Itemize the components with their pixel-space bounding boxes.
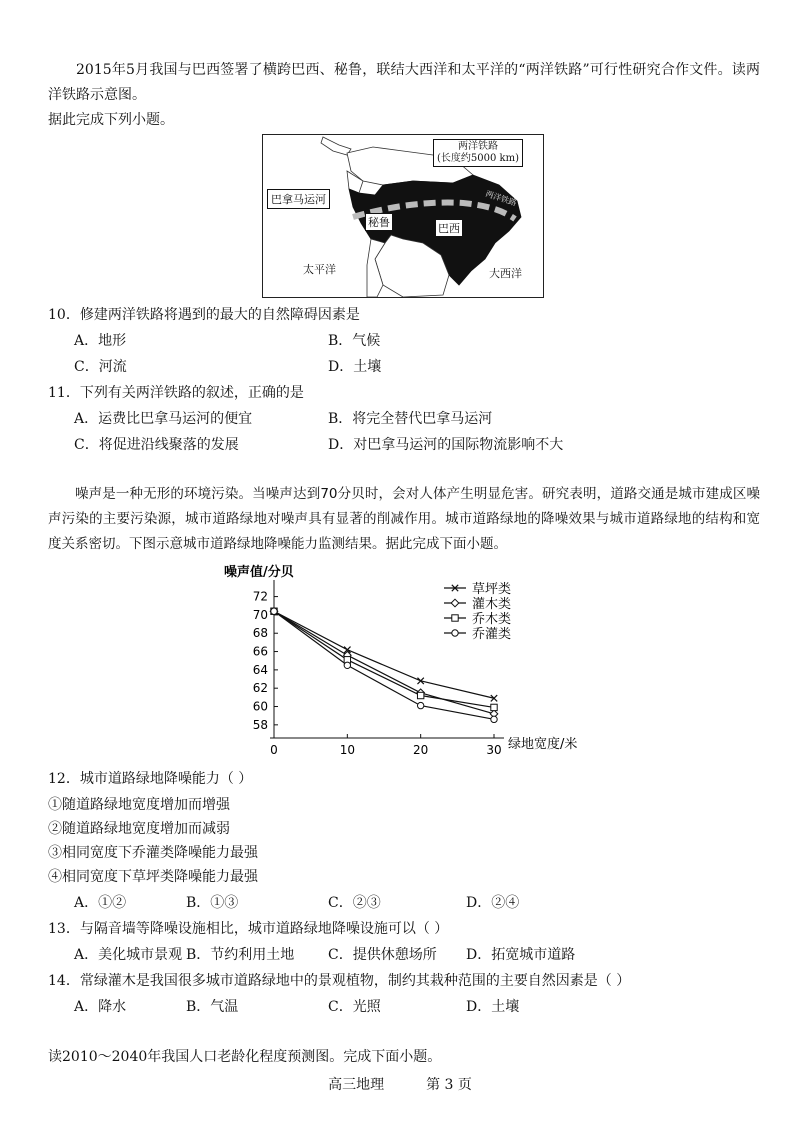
intro-paragraph-1: 2015年5月我国与巴西签署了横跨巴西、秘鲁，联结大西洋和太平洋的“两洋铁路”可行性研究合作文件。读两洋铁路示意图。 [48,62,760,103]
railway-map [262,134,544,298]
q10-option-b: B．气候 [328,333,381,349]
q12-item-3: ③相同宽度下乔灌类降噪能力最强 [48,845,258,861]
q11-option-b: B．将完全替代巴拿马运河 [328,411,493,427]
q13-option-b: B．节约利用土地 [186,947,295,963]
noise-reduction-chart [218,562,618,757]
y-tick-label: 68 [252,626,268,641]
intro-instruction-1: 据此完成下列小题。 [48,112,174,128]
q14-option-d: D．土壤 [466,999,520,1015]
q14-option-a: A．降水 [74,999,127,1015]
y-tick-label: 64 [252,662,268,677]
q13-option-a: A．美化城市景观 [74,947,183,963]
y-tick-label: 70 [252,607,268,622]
q10-option-d: D．土壤 [328,359,382,375]
data-point-乔灌类 [417,702,423,708]
x-tick-label: 20 [413,743,429,757]
legend-label-乔木类: 乔木类 [472,612,512,627]
question-10-stem: 10．修建两洋铁路将遇到的最大的自然障碍因素是 [48,307,360,323]
q10-option-a: A．地形 [74,333,127,349]
legend-label-灌木类: 灌木类 [472,597,512,612]
y-tick-label: 62 [252,681,268,696]
pacific-ocean-label: 太平洋 [303,263,336,276]
q13-option-d: D．拓宽城市道路 [466,947,576,963]
q12-option-c: C．②③ [328,895,381,911]
data-point-乔灌类 [271,608,277,614]
x-axis-title: 绿地宽度/米 [508,737,578,752]
data-point-乔木类 [417,692,423,698]
question-11-stem: 11．下列有关两洋铁路的叙述，正确的是 [48,385,304,401]
q14-option-c: C．光照 [328,999,381,1015]
question-14-stem: 14．常绿灌木是我国很多城市道路绿地中的景观植物，制约其栽种范围的主要自然因素是（ ） [48,973,631,989]
data-point-乔灌类 [491,716,497,722]
x-tick-label: 0 [270,743,278,757]
q12-item-2: ②随道路绿地宽度增加而减弱 [48,821,230,837]
question-13-stem: 13．与隔音墙等降噪设施相比，城市道路绿地降噪设施可以（ ） [48,921,449,937]
q13-option-c: C．提供休憩场所 [328,947,437,963]
legend-marker-乔灌类 [452,630,458,636]
legend-label-乔灌类: 乔灌类 [472,627,512,642]
q11-option-d: D．对巴拿马运河的国际物流影响不大 [328,437,564,453]
railway-tag-label: 两洋铁路 [484,189,518,208]
y-tick-label: 72 [252,589,268,604]
q10-option-c: C．河流 [74,359,127,375]
brazil-label: 巴西 [435,219,463,237]
question-12-stem: 12．城市道路绿地降噪能力（ ） [48,771,253,787]
panama-canal-label: 巴拿马运河 [267,189,330,209]
series-line-灌木类 [274,611,494,714]
q14-option-b: B．气温 [186,999,239,1015]
q12-option-a: A．①② [74,895,127,911]
q12-item-1: ①随道路绿地宽度增加而增强 [48,797,230,813]
data-point-乔灌类 [344,662,350,668]
y-tick-label: 66 [252,644,268,659]
y-axis-title: 噪声值/分贝 [224,565,294,580]
y-tick-label: 60 [252,699,268,714]
series-line-乔木类 [274,611,494,707]
legend-marker-灌木类 [451,599,459,607]
q11-option-c: C．将促进沿线聚落的发展 [74,437,239,453]
page-footer: 高三地理 第 3 页 [328,1077,472,1093]
q12-option-d: D．②④ [466,895,520,911]
legend-label-草坪类: 草坪类 [472,582,512,597]
data-point-乔木类 [491,704,497,710]
atlantic-ocean-label: 大西洋 [489,267,522,280]
x-tick-label: 30 [486,743,502,757]
noise-chart-svg [218,562,618,757]
intro-paragraph-3: 读2010～2040年我国人口老龄化程度预测图。完成下面小题。 [48,1049,442,1065]
intro-paragraph-2: 噪声是一种无形的环境污染。当噪声达到70分贝时，会对人体产生明显危害。研究表明，道路交通是城市建成区噪声污染的主要污染源，城市道路绿地对噪声具有显著的削减作用。城市道路绿地的降噪效果与城市道路绿地的结构和宽度关系密切。下图示意城市道路绿地降噪能力监测结果。据此完成下面小题。 [48,486,760,552]
q12-item-4: ④相同宽度下草坪类降噪能力最强 [48,869,258,885]
q12-option-b: B．①③ [186,895,239,911]
railway-callout [433,139,523,167]
legend-marker-乔木类 [452,615,458,621]
railway-length-label: (长度约5000 km) [437,153,519,164]
peru-label: 秘鲁 [365,213,393,231]
railway-title-label: 两洋铁路 [457,141,498,152]
x-tick-label: 10 [339,743,355,757]
q11-option-a: A．运费比巴拿马运河的便宜 [74,411,253,427]
y-tick-label: 58 [252,717,268,732]
